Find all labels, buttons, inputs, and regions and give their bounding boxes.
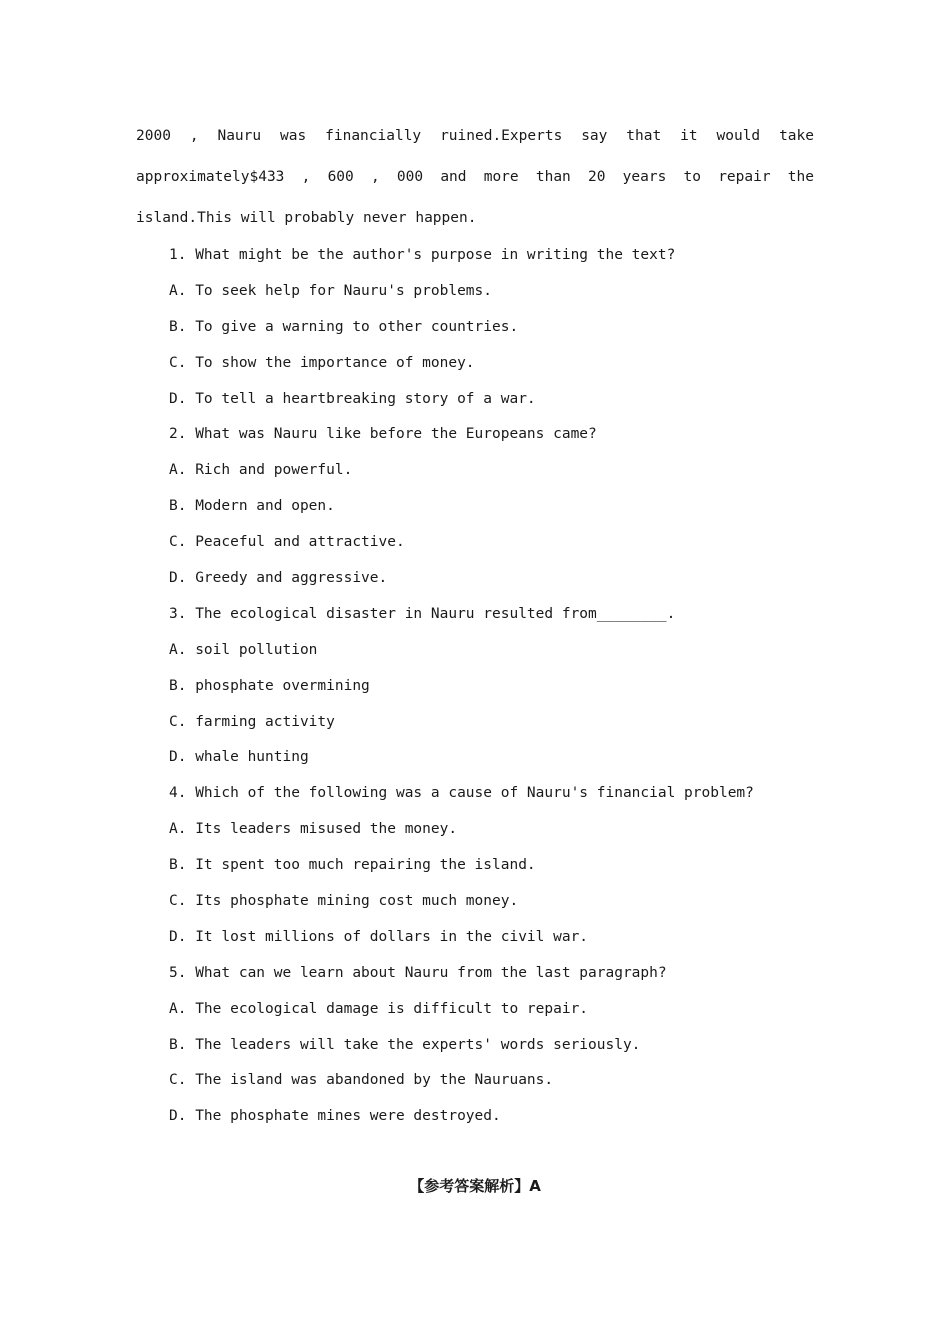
option-d: D. whale hunting — [169, 749, 309, 766]
question-list — [169, 238, 819, 1135]
option-d: D. The phosphate mines were destroyed. — [169, 1108, 501, 1125]
option-b: B. Modern and open. — [169, 498, 335, 515]
question-stem: 5. What can we learn about Nauru from the last paragraph? — [169, 964, 667, 981]
intro-paragraph: 2000 , Nauru was financially ruined.Experts say that it would take approximately$433 , 600 , 000 and more than 20 years to repair the island.This will probably never happen. — [136, 128, 814, 226]
option-a: A. Rich and powerful. — [169, 462, 353, 479]
question-stem: 1. What might be the author's purpose in writing the text? — [169, 247, 676, 263]
option-a: A. To seek help for Nauru's problems. — [169, 282, 493, 299]
question-stem: 3. The ecological disaster in Nauru resulted from________. — [169, 605, 676, 622]
option-c: C. farming activity — [169, 713, 335, 730]
option-c: C. Its phosphate mining cost much money. — [169, 893, 519, 910]
question-2 — [169, 417, 819, 596]
question-3 — [169, 597, 819, 776]
option-a: A. The ecological damage is difficult to repair. — [169, 1000, 589, 1017]
option-c: C. Peaceful and attractive. — [169, 534, 405, 551]
option-a: A. Its leaders misused the money. — [169, 821, 458, 838]
option-d: D. Greedy and aggressive. — [169, 570, 388, 587]
option-c: C. To show the importance of money. — [169, 354, 475, 371]
option-d: D. To tell a heartbreaking story of a war. — [169, 390, 536, 407]
option-d: D. It lost millions of dollars in the civil war. — [169, 928, 589, 945]
question-4 — [169, 776, 819, 955]
answer-heading: 【参考答案解析】A — [409, 1177, 541, 1195]
option-b: B. To give a warning to other countries. — [169, 318, 519, 335]
question-5 — [169, 956, 819, 1135]
question-stem: 4. Which of the following was a cause of Nauru's financial problem? — [169, 785, 754, 802]
option-b: B. phosphate overmining — [169, 677, 370, 694]
option-b: B. The leaders will take the experts' words seriously. — [169, 1036, 641, 1053]
option-b: B. It spent too much repairing the island. — [169, 857, 536, 874]
question-stem: 2. What was Nauru like before the Europeans came? — [169, 426, 597, 443]
option-a: A. soil pollution — [169, 641, 318, 658]
question-1 — [169, 238, 819, 417]
option-c: C. The island was abandoned by the Nauruans. — [169, 1072, 554, 1089]
